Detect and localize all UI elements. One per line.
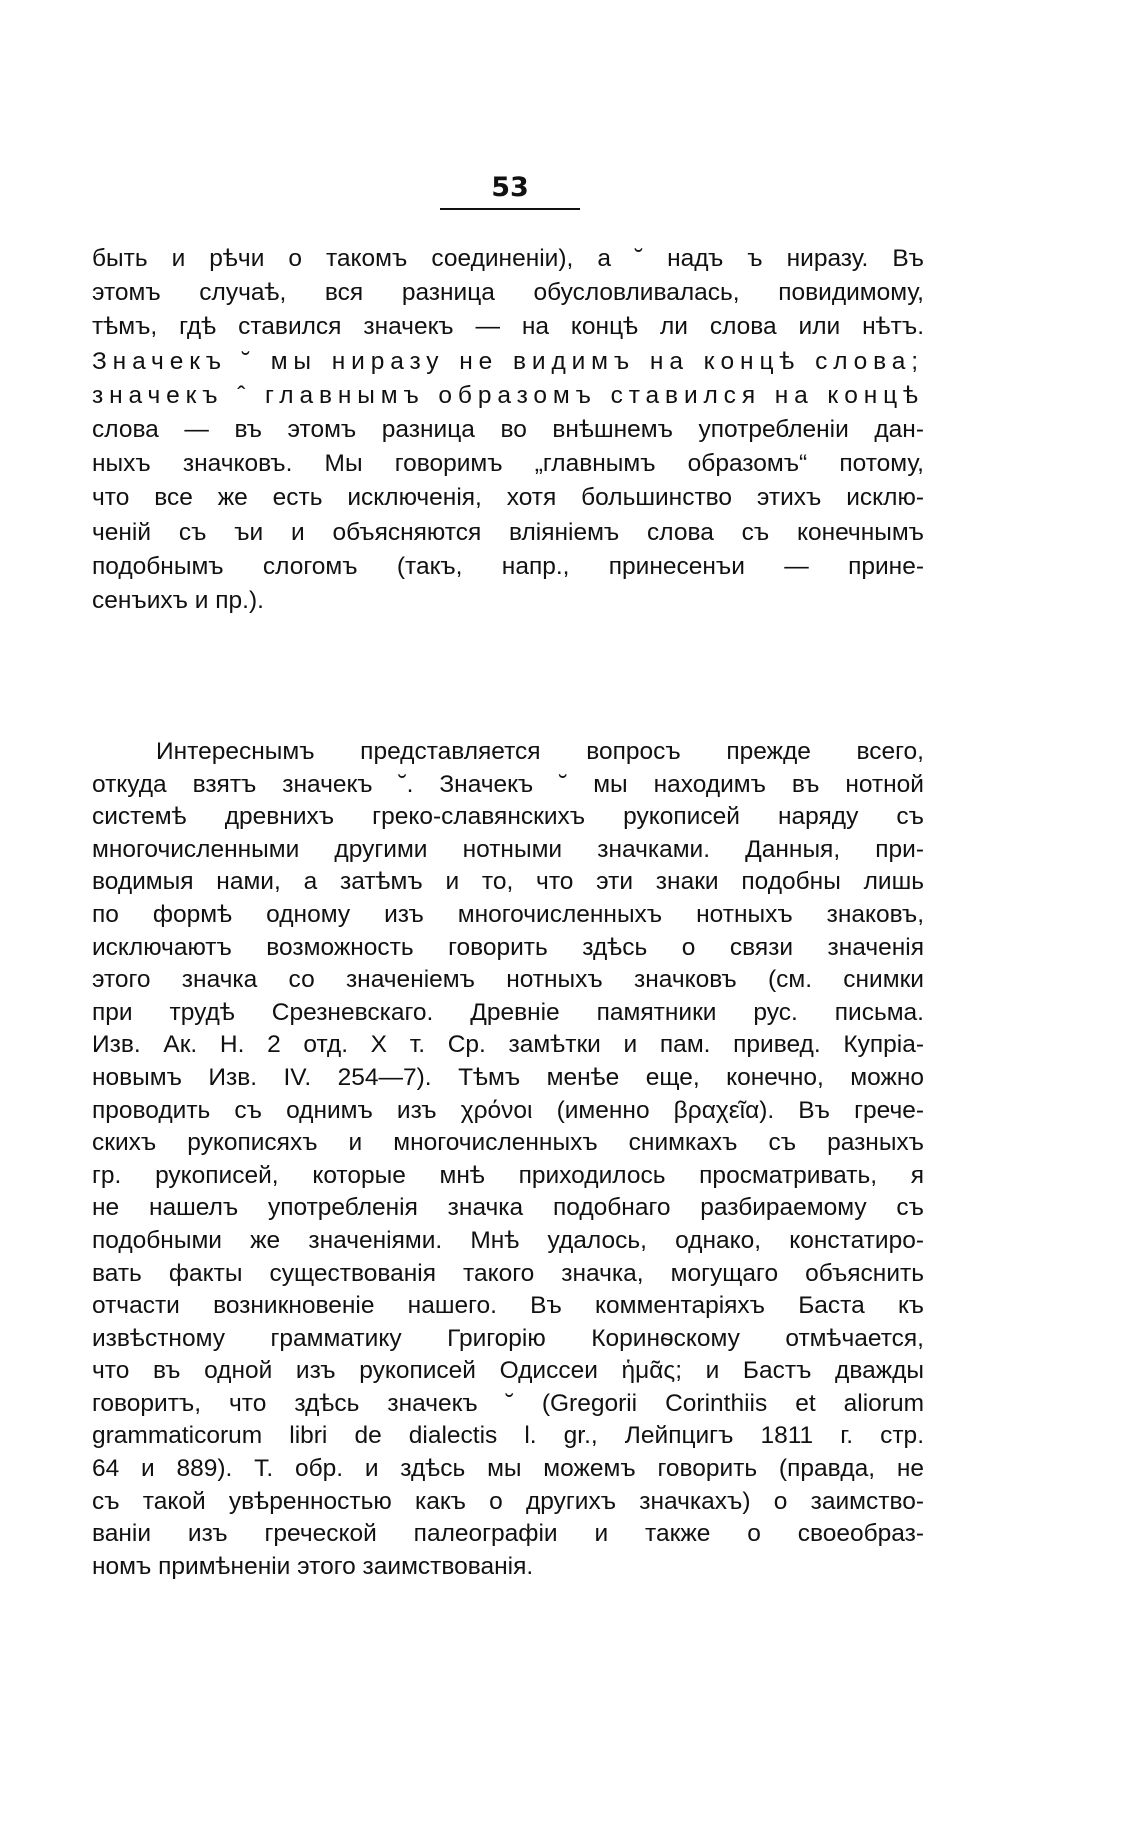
text-line: новымъ Изв. IV. 254—7). Тѣмъ менѣе еще, конечно, можно <box>92 1063 924 1091</box>
page-number-rule <box>440 208 580 210</box>
text-line: Значекъ ˘ мы ниразу не видимъ на концѣ слова; <box>92 347 924 375</box>
text-line: быть и рѣчи о такомъ соединеніи), а ˘ надъ ъ ниразу. Въ <box>92 245 924 272</box>
text-line: вать факты существованія такого значка, могущаго объяснить <box>92 1259 924 1287</box>
text-line: по формѣ одному изъ многочисленныхъ нотныхъ знаковъ, <box>92 900 924 928</box>
paragraph-1 <box>92 242 924 618</box>
text-line: этомъ случаѣ, вся разница обусловливалась, повидимому, <box>92 279 924 307</box>
text-line: значекъ ˆ главнымъ образомъ ставился на концѣ <box>92 381 924 409</box>
text-line: Интереснымъ представляется вопросъ прежде всего, <box>156 738 924 765</box>
text-line: тѣмъ, гдѣ ставился значекъ — на концѣ ли слова или нѣтъ. <box>92 313 924 341</box>
text-line: многочисленными другими нотными значками. Данныя, при- <box>92 835 924 863</box>
text-line: подобными же значеніями. Мнѣ удалось, однако, констатиро- <box>92 1226 924 1254</box>
text-line: подобнымъ слогомъ (такъ, напр., принесенъи — прине- <box>92 552 924 580</box>
text-line: откуда взятъ значекъ ˘. Значекъ ˘ мы находимъ въ нотной <box>92 770 924 798</box>
text-line: что въ одной изъ рукописей Одиссеи ἡμᾶς; и Бастъ дважды <box>92 1357 924 1385</box>
text-line: что все же есть исключенія, хотя большинство этихъ исклю- <box>92 484 924 512</box>
text-line: ваніи изъ греческой палеографіи и также о своеобраз- <box>92 1520 924 1548</box>
text-line: ченій съ ъи и объясняются вліяніемъ слова съ конечнымъ <box>92 518 924 546</box>
text-line: говоритъ, что здѣсь значекъ ˘ (Gregorii Corinthiis et aliorum <box>92 1389 924 1417</box>
text-line: скихъ рукописяхъ и многочисленныхъ снимкахъ съ разныхъ <box>92 1129 924 1157</box>
text-line: номъ примѣненіи этого заимствованія. <box>92 1552 534 1580</box>
text-line: этого значка со значеніемъ нотныхъ значковъ (см. снимки <box>92 966 924 994</box>
text-line: извѣстному грамматику Григорію Коринѳскому отмѣчается, <box>92 1324 924 1352</box>
text-line: не нашелъ употребленія значка подобнаго разбираемому съ <box>92 1194 924 1222</box>
text-line: grammaticorum libri de dialectis l. gr., Лейпцигъ 1811 г. стр. <box>92 1422 924 1450</box>
text-line: слова — въ этомъ разница во внѣшнемъ употребленіи дан- <box>92 415 924 443</box>
text-line: съ такой увѣренностью какъ о другихъ значкахъ) о заимство- <box>92 1487 924 1515</box>
text-line: водимыя нами, а затѣмъ и то, что эти знаки подобны лишь <box>92 868 924 896</box>
text-line: проводить съ однимъ изъ χρόνοι (именно βραχεῖα). Въ грече- <box>92 1096 924 1124</box>
text-line: Изв. Ак. Н. 2 отд. X т. Ср. замѣтки и пам. привед. Купріа- <box>92 1031 924 1059</box>
text-line: гр. рукописей, которые мнѣ приходилось просматривать, я <box>92 1161 924 1189</box>
text-line: исключаютъ возможность говорить здѣсь о связи значенія <box>92 933 924 961</box>
text-line: при трудѣ Срезневскаго. Древніе памятники рус. письма. <box>92 998 924 1026</box>
text-line: системѣ древнихъ греко-славянскихъ рукописей наряду съ <box>92 803 924 831</box>
text-line: сенъихъ и пр.). <box>92 586 264 614</box>
text-line: отчасти возникновеніе нашего. Въ комментаріяхъ Баста къ <box>92 1292 924 1320</box>
page-number: 53 <box>491 172 529 203</box>
paragraph-2 <box>92 736 924 1583</box>
text-line: ныхъ значковъ. Мы говоримъ „главнымъ образомъ“ потому, <box>92 450 924 478</box>
text-line: 64 и 889). Т. обр. и здѣсь мы можемъ говорить (правда, не <box>92 1455 924 1483</box>
